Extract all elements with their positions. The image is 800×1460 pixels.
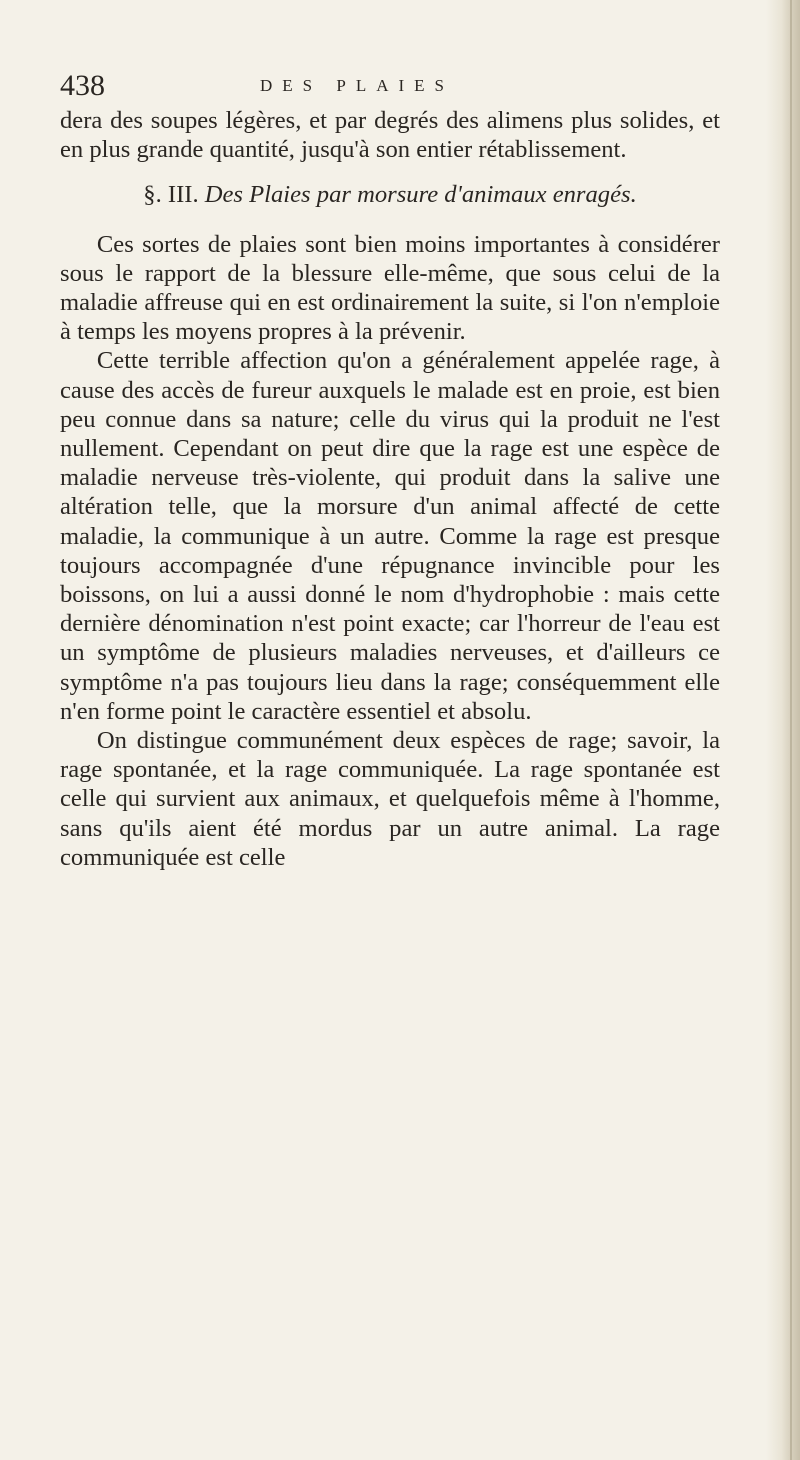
continuation-paragraph: dera des soupes légères, et par degrés des alimens plus solides, et en plus grande quantité, jusqu'à son entier rétablissement. (60, 107, 720, 164)
paragraph: Ces sortes de plaies sont bien moins importantes à considérer sous le rapport de la blessure elle-même, que sous celui de la maladie affreuse qui en est ordinairement la suite, si l'on n'emploie à temps les moyens propres à la prévenir. (60, 230, 720, 346)
page-edge (766, 0, 800, 1460)
section-heading (60, 180, 720, 209)
paragraph: On distingue communément deux espèces de rage; savoir, la rage spontanée, et la rage communiquée. La rage spontanée est celle qui survient aux animaux, et quelquefois même à l'homme, sans qu'ils aient été mordus par un autre animal. La rage communiquée est celle (60, 727, 720, 871)
running-title: DES PLAIES (260, 76, 454, 95)
page-content (60, 66, 720, 872)
section-title: Des Plaies par morsure d'animaux enragés. (204, 181, 637, 209)
section-number: §. III. (143, 181, 199, 209)
page-number: 438 (60, 69, 105, 102)
page-edge-line (790, 0, 792, 1460)
body-text (60, 106, 720, 872)
paragraph: Cette terrible affection qu'on a généralement appelée rage, à cause des accès de fureur auxquels le malade est en proie, est bien peu connue dans sa nature; celle du virus qui la produit ne l'est nullement. Cependant on peut dire que la rage est une espèce de maladie nerveuse très-violente, qui produit dans la salive une altération telle, que la morsure d'un animal affecté de cette maladie, la communique à un autre. Comme la rage est presque toujours accompagnée d'une répugnance invincible pour les boissons, on lui a aussi donné le nom d'hydrophobie : mais cette dernière dénomination n'est point exacte; car l'horreur de l'eau est un symptôme de plusieurs maladies nerveuses, et d'ailleurs ce symptôme n'a pas toujours lieu dans la rage; conséquemment elle n'en forme point le caractère essentiel et absolu. (60, 347, 720, 725)
running-head (60, 66, 720, 106)
